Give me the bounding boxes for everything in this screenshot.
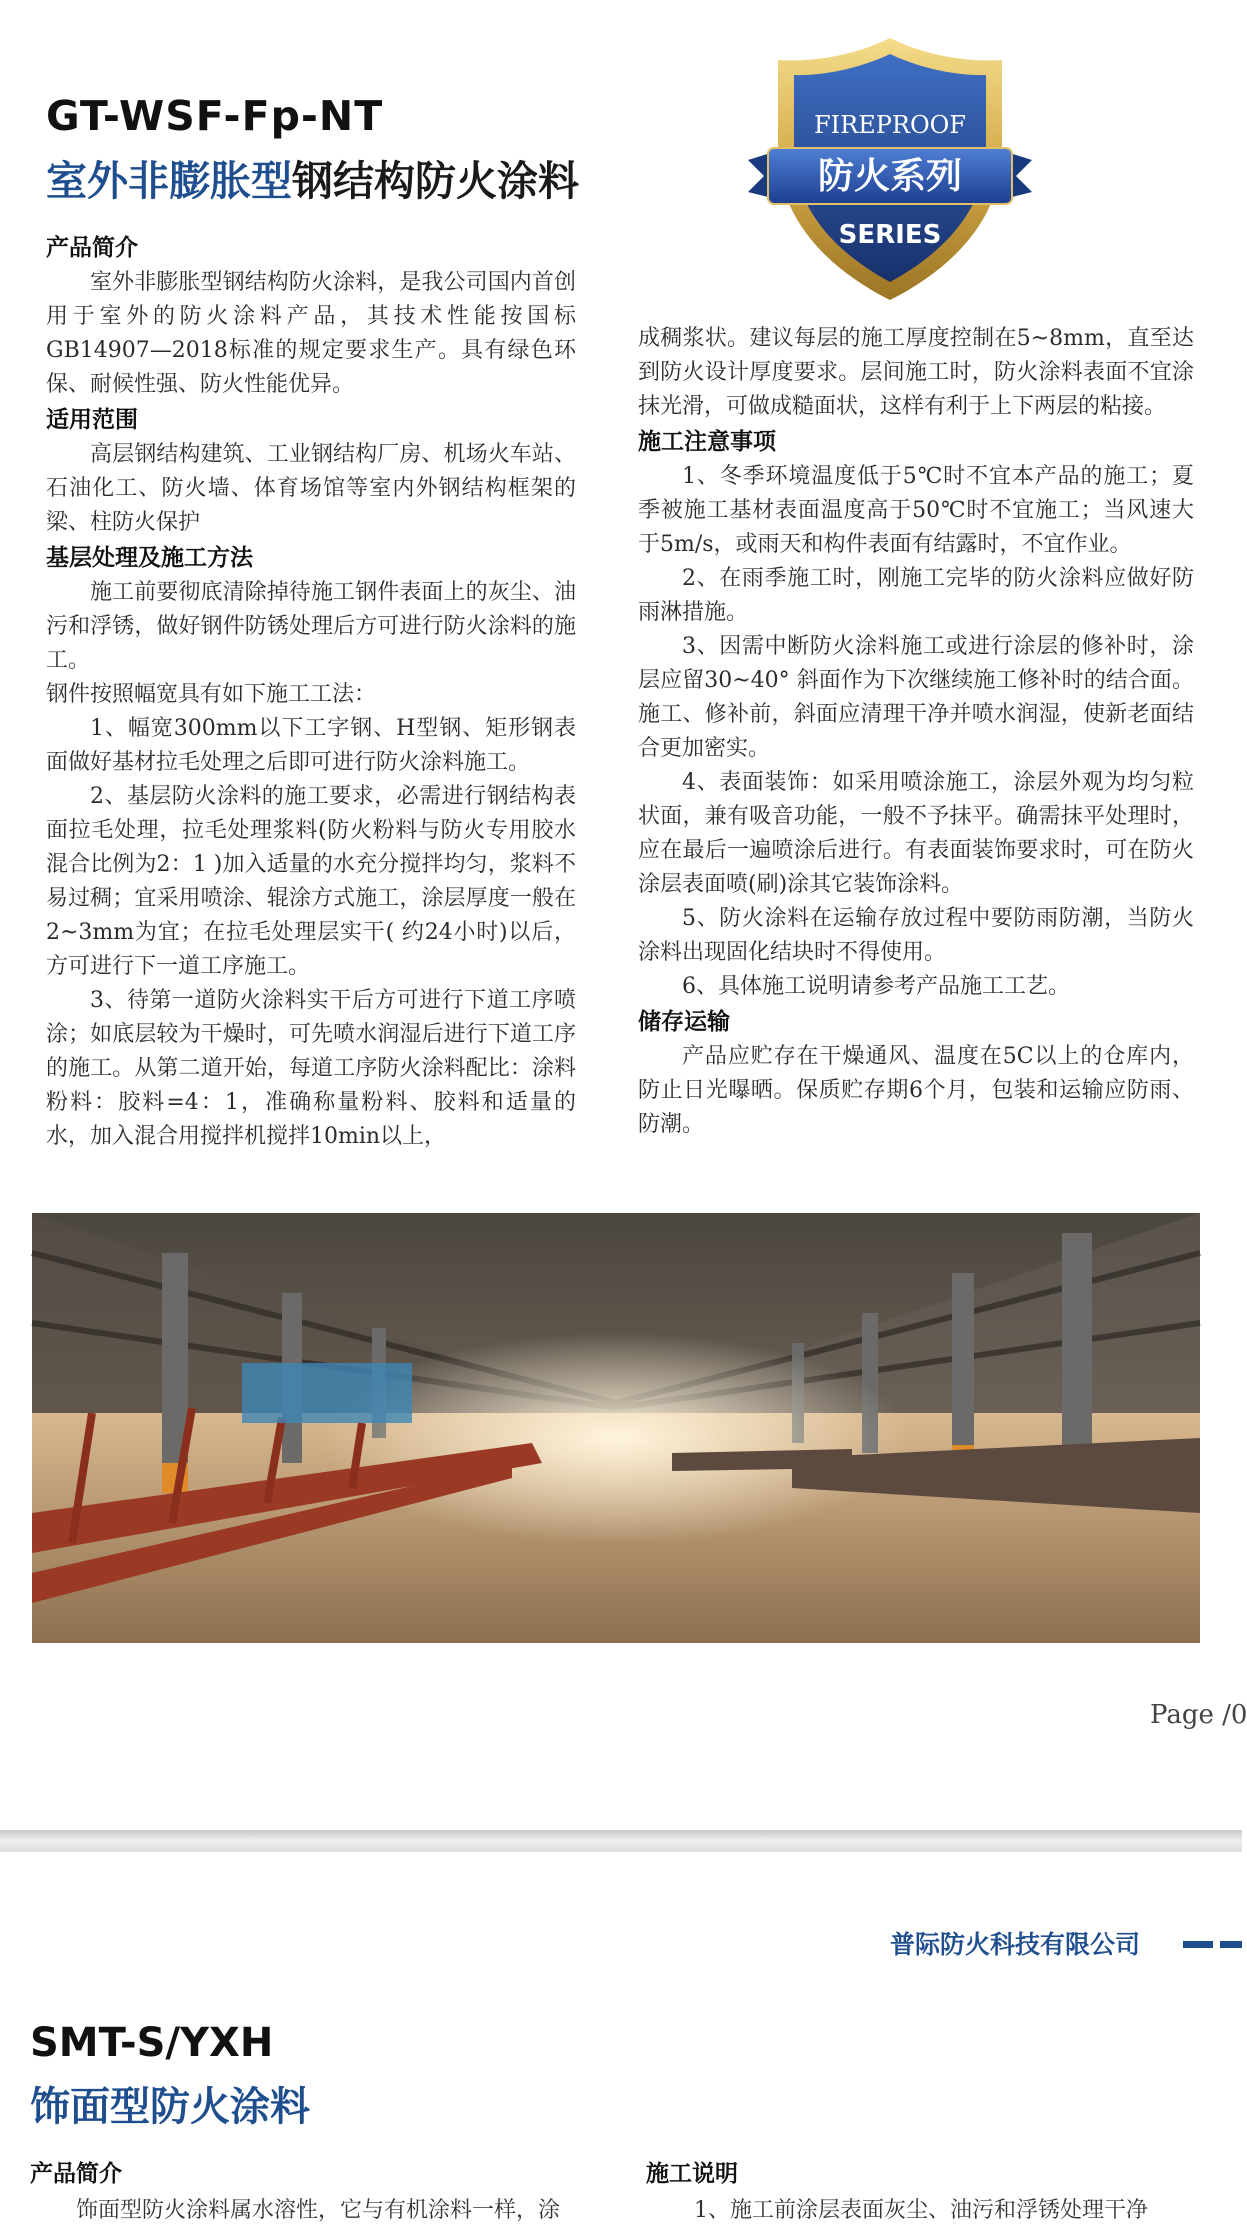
- product2-section-intro: 产品简介: [30, 2161, 122, 2187]
- paragraph: 2、在雨季施工时，刚施工完毕的防火涂料应做好防雨淋措施。: [638, 566, 1194, 625]
- paragraph: 4、表面装饰：如采用喷涂施工，涂层外观为均匀粒状面，兼有吸音功能，一般不予抹平。确需抹平处理时，应在最后一遍喷涂后进行。有表面装饰要求时，可在防火涂层表面喷(刷)涂其它装饰涂料。: [638, 770, 1194, 897]
- product2-instructions-text: 1、施工前涂层表面灰尘、油污和浮锈处理干净: [694, 2198, 1148, 2223]
- product2-title: 饰面型防火涂料: [30, 2084, 310, 2130]
- paragraph: 6、具体施工说明请参考产品施工工艺。: [682, 974, 1070, 999]
- product2-section-instructions: 施工说明: [646, 2161, 738, 2187]
- paragraph: 3、因需中断防火涂料施工或进行涂层的修补时，涂层应留30~40° 斜面作为下次继续施工修补时的结合面。施工、修补前，斜面应清理干净并喷水润湿，使新老面结合更加密实。: [638, 634, 1194, 761]
- section-heading: 施工注意事项: [638, 429, 776, 455]
- fireproof-series-badge: [740, 30, 1040, 310]
- paragraph: 1、冬季环境温度低于5℃时不宜本产品的施工；夏季被施工基材表面温度高于50℃时不宜施工；当风速大于5m/s，或雨天和构件表面有结露时，不宜作业。: [638, 464, 1194, 557]
- product-title-rest: 钢结构防火涂料: [292, 157, 579, 205]
- badge-top-text: FIREPROOF: [814, 111, 966, 139]
- product-title-highlight: 室外非膨胀型: [46, 157, 292, 205]
- paragraph: 施工前要彻底清除掉待施工钢件表面上的灰尘、油污和浮锈，做好钢件防锈处理后方可进行防火涂料的施工。: [46, 580, 576, 673]
- section-heading: 储存运输: [638, 1009, 730, 1035]
- product-code: GT-WSF-Fp-NT: [46, 92, 384, 140]
- paragraph: 2、基层防火涂料的施工要求，必需进行钢结构表面拉毛处理，拉毛处理浆料(防火粉料与防火专用胶水混合比例为2：1 )加入适量的水充分搅拌均匀，浆料不易过稠；宜采用喷涂、辊涂方式施工，涂层厚度一般在2~3mm为宜；在拉毛处理层实干( 约24小时)以后，方可进行下一道工序施工。: [46, 784, 576, 979]
- left-text-column: [46, 230, 576, 1154]
- badge-middle-text: 防火系列: [817, 156, 963, 197]
- paragraph: 钢件按照幅宽具有如下施工工法：: [46, 682, 377, 707]
- paragraph: 室外非膨胀型钢结构防火涂料，是我公司国内首创用于室外的防火涂料产品，其技术性能按国标GB14907—2018标准的规定要求生产。具有绿色环保、耐候性强、防火性能优异。: [46, 270, 576, 397]
- page-divider: [0, 1830, 1242, 1852]
- company-dash-1: [1183, 1941, 1213, 1948]
- paragraph: 5、防火涂料在运输存放过程中要防雨防潮，当防火涂料出现固化结块时不得使用。: [638, 906, 1194, 965]
- product2-code: SMT-S/YXH: [30, 2020, 274, 2066]
- paragraph: 1、幅宽300mm以下工字钢、H型钢、矩形钢表面做好基材拉毛处理之后即可进行防火涂料施工。: [46, 716, 576, 775]
- company-dash-2: [1220, 1941, 1242, 1948]
- product2-intro-text: 饰面型防火涂料属水溶性，它与有机涂料一样，涂: [76, 2198, 561, 2223]
- product-title: [46, 148, 579, 207]
- section-heading: 基层处理及施工方法: [46, 545, 253, 571]
- page-number: Page /0: [1150, 1700, 1247, 1730]
- badge-bottom-text: SERIES: [838, 220, 942, 250]
- company-name: 普际防火科技有限公司: [890, 1930, 1141, 1959]
- section-heading: 产品简介: [46, 235, 138, 261]
- factory-interior-photo: [32, 1213, 1200, 1643]
- paragraph: 成稠浆状。建议每层的施工厚度控制在5~8mm，直至达到防火设计厚度要求。层间施工时，防火涂料表面不宜涂抹光滑，可做成糙面状，这样有利于上下两层的粘接。: [638, 326, 1194, 419]
- paragraph: 产品应贮存在干燥通风、温度在5C以上的仓库内，防止日光曝晒。保质贮存期6个月，包装和运输应防雨、防潮。: [638, 1044, 1194, 1137]
- paragraph: 3、待第一道防火涂料实干后方可进行下道工序喷涂；如底层较为干燥时，可先喷水润湿后进行下道工序的施工。从第二道开始，每道工序防火涂料配比：涂料粉料：胶料=4：1，准确称量粉料、胶料和适量的水，加入混合用搅拌机搅拌10min以上，: [46, 988, 576, 1149]
- section-heading: 适用范围: [46, 407, 138, 433]
- paragraph: 高层钢结构建筑、工业钢结构厂房、机场火车站、石油化工、防火墙、体育场馆等室内外钢结构框架的梁、柱防火保护: [46, 442, 576, 535]
- right-text-column: [638, 322, 1194, 1142]
